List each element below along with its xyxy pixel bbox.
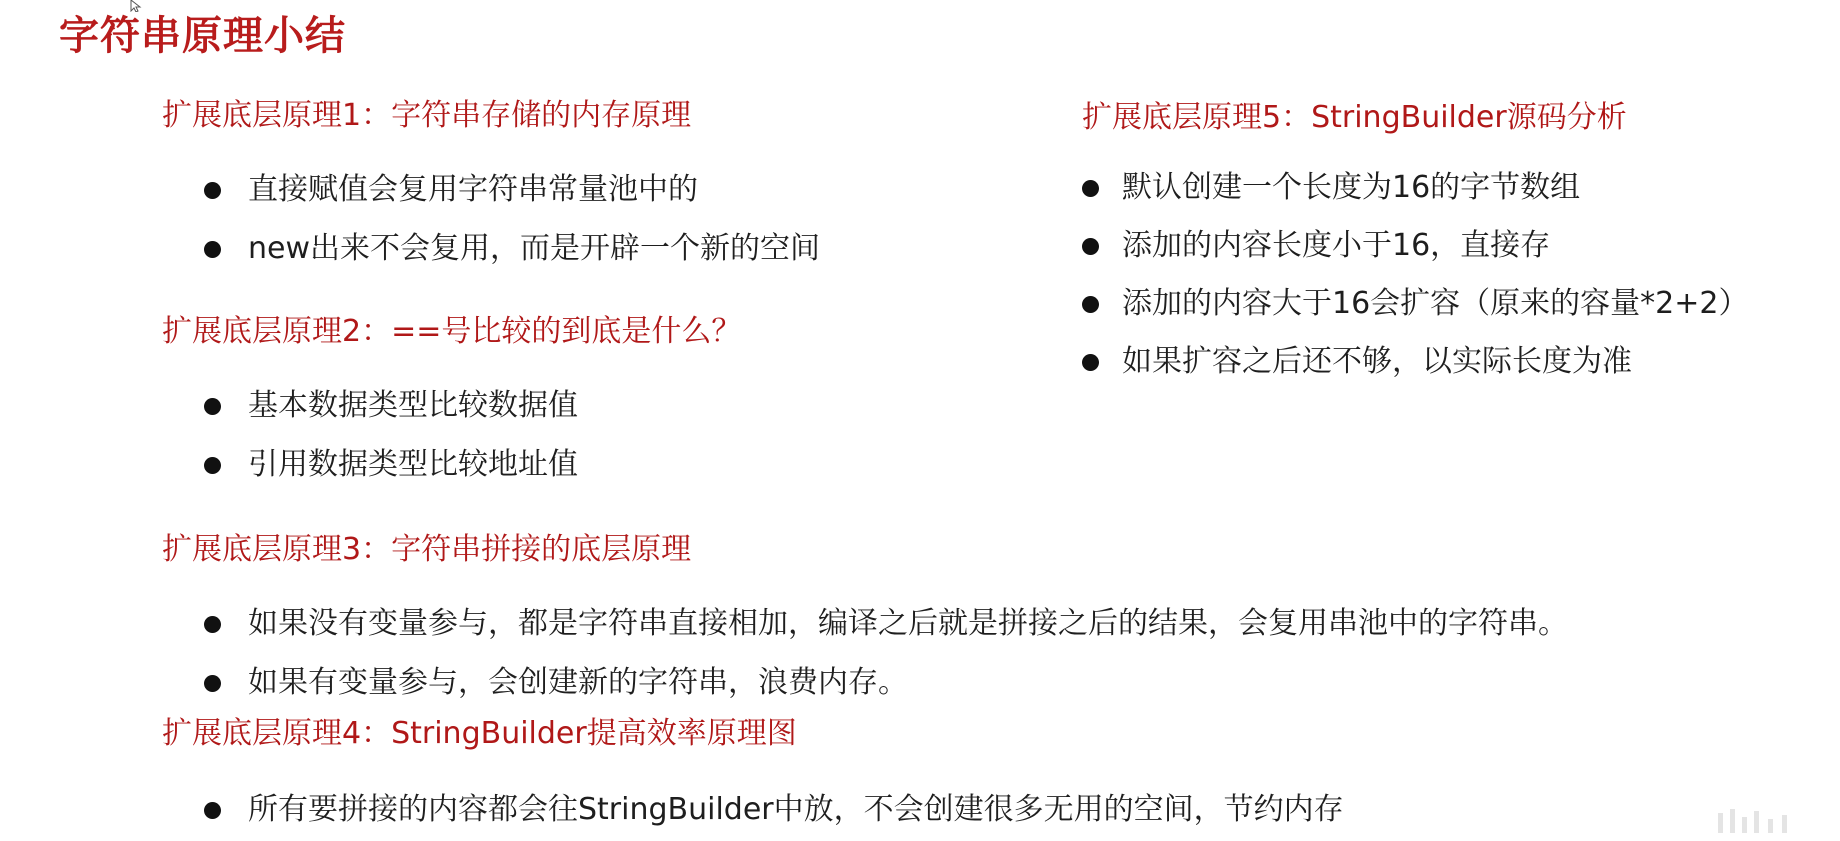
- list-item-text: 如果扩容之后还不够，以实际长度为准: [1122, 344, 1632, 379]
- list-item: [1082, 168, 1748, 208]
- list-item-text: 默认创建一个长度为16的字节数组: [1122, 170, 1581, 205]
- bullet-icon: [204, 675, 221, 692]
- list-item-text: 基本数据类型比较数据值: [248, 388, 578, 423]
- bullet-icon: [204, 398, 221, 415]
- bullet-icon: [204, 182, 221, 199]
- section-principle-2: [162, 312, 741, 485]
- bullet-list: [162, 604, 1568, 703]
- list-item-text: 添加的内容长度小于16，直接存: [1122, 228, 1551, 263]
- list-item-text: new出来不会复用，而是开辟一个新的空间: [248, 231, 821, 266]
- list-item: [1082, 226, 1748, 266]
- section-heading: 扩展底层原理5：StringBuilder源码分析: [1082, 100, 1627, 135]
- list-item-text: 如果有变量参与，会创建新的字符串，浪费内存。: [248, 665, 908, 700]
- bullet-list: [162, 386, 741, 485]
- bullet-icon: [1082, 296, 1099, 313]
- section-heading: 扩展底层原理4：StringBuilder提高效率原理图: [162, 716, 797, 751]
- list-item-text: 直接赋值会复用字符串常量池中的: [248, 172, 698, 207]
- list-item: [162, 386, 741, 426]
- section-heading: 扩展底层原理1：字符串存储的内存原理: [162, 98, 692, 133]
- section-principle-4: [162, 714, 1344, 830]
- section-principle-3: [162, 530, 1568, 703]
- list-item-text: 如果没有变量参与，都是字符串直接相加，编译之后就是拼接之后的结果，会复用串池中的字符串。: [248, 606, 1568, 641]
- bullet-list: [162, 790, 1344, 830]
- watermark-icon: [1678, 799, 1818, 833]
- slide-title: 字符串原理小结: [59, 13, 346, 59]
- bullet-icon: [1082, 354, 1099, 371]
- list-item: [162, 229, 820, 269]
- section-heading: 扩展底层原理3：字符串拼接的底层原理: [162, 532, 692, 567]
- list-item: [162, 663, 1568, 703]
- list-item: [162, 604, 1568, 644]
- list-item-text: 所有要拼接的内容都会往StringBuilder中放，不会创建很多无用的空间，节约内存: [248, 792, 1344, 827]
- bullet-list: [1082, 168, 1748, 382]
- list-item-text: 引用数据类型比较地址值: [248, 447, 578, 482]
- bullet-icon: [204, 616, 221, 633]
- list-item: [1082, 284, 1748, 324]
- list-item: [1082, 342, 1748, 382]
- bullet-icon: [204, 802, 221, 819]
- section-heading: 扩展底层原理2：==号比较的到底是什么？: [162, 314, 742, 349]
- list-item: [162, 445, 741, 485]
- list-item: [162, 790, 1344, 830]
- bullet-icon: [204, 457, 221, 474]
- list-item-text: 添加的内容大于16会扩容（原来的容量*2+2）: [1122, 286, 1749, 321]
- bullet-icon: [1082, 180, 1099, 197]
- bullet-icon: [1082, 238, 1099, 255]
- bullet-icon: [204, 241, 221, 258]
- list-item: [162, 170, 820, 210]
- section-principle-5: [1082, 98, 1748, 382]
- section-principle-1: [162, 96, 820, 269]
- bullet-list: [162, 170, 820, 269]
